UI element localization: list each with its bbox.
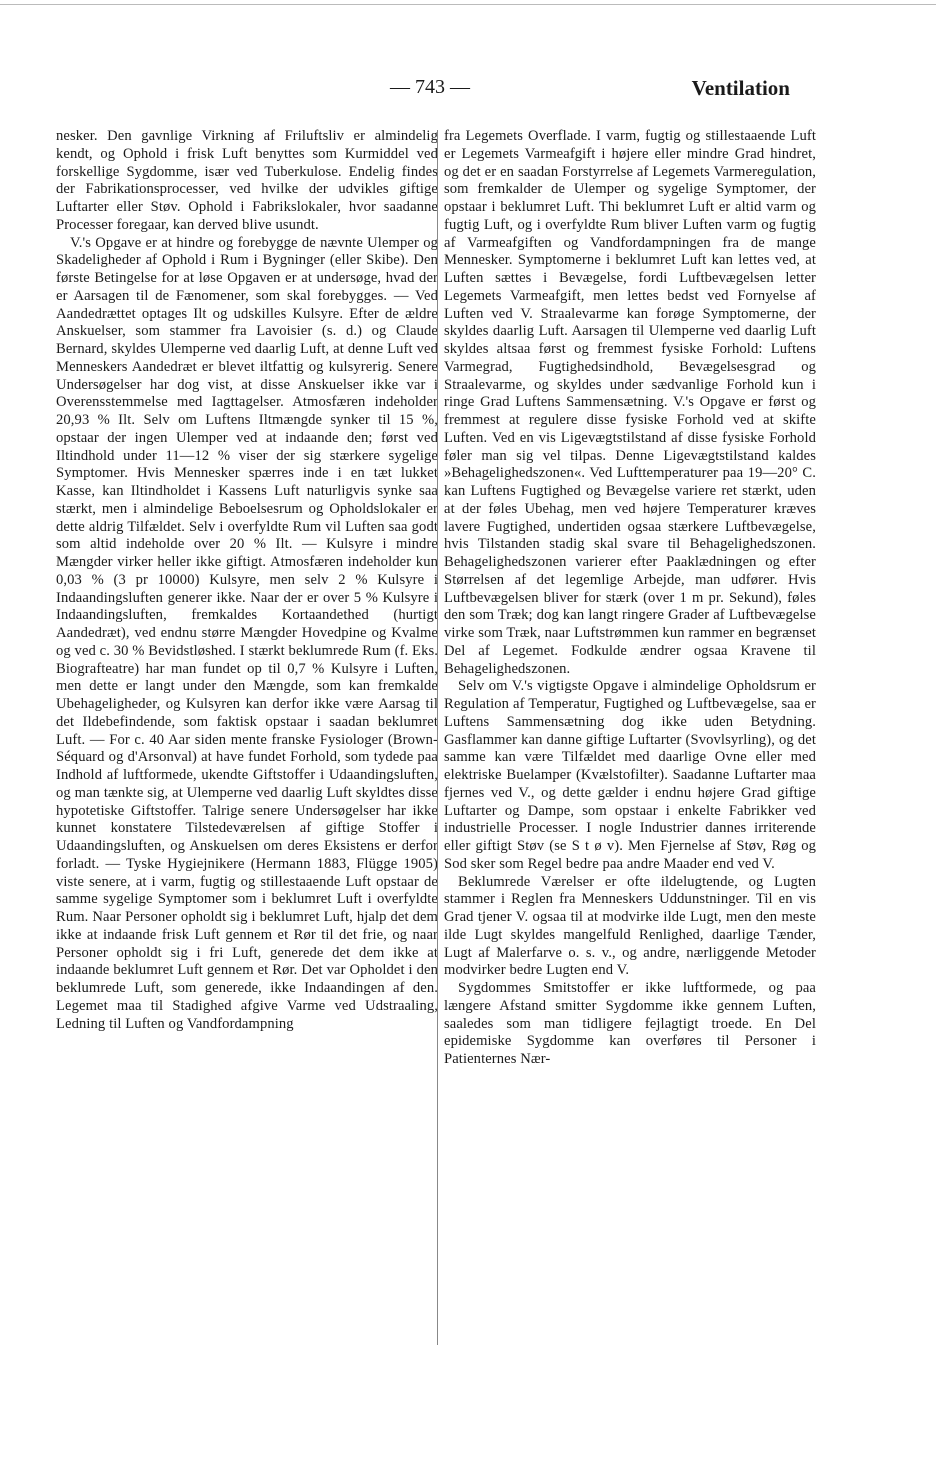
running-head: Ventilation xyxy=(691,76,790,100)
page-header xyxy=(50,76,790,106)
right-column xyxy=(444,128,816,1069)
column-divider xyxy=(437,130,438,1345)
paragraph: nesker. Den gavnlige Virkning af Friluftsliv er almindelig kendt, og Ophold i frisk Luft benyttes som Kurmiddel ved forskellige Sygdomme, især ved Tuberkulose. Endelig findes der Fabrikationsprocesser, ved hvilke der udvikles giftige Luftarter eller Støv. Ophold i Fabrikslokaler, hvor saadanne Processer foregaar, kan derved blive usundt. xyxy=(56,128,438,233)
left-column xyxy=(56,128,438,1033)
paragraph: V.'s Opgave er at hindre og forebygge de nævnte Ulemper og Skadeligheder af Ophold i Rum i Bygninger (eller Skibe). Den første Betingelse for at løse Opgaven er at undersøge, hvad der er Aarsagen til de Fænomener, som skal forebygges. — Ved Aandedrættet optages Ilt og udskilles Kulsyre. Efter de ældre Anskuelser, som stammer fra Lavoisier (s. d.) og Claude Bernard, skyldes Ulemperne ved daarlig Luft, at denne Luft ved Menneskers Aandedræt er blevet iltfattig og kulsyrerig. Senere Undersøgelser har dog vist, at disse Anskuelser ikke var i Overensstemmelse med Iagttagelser. Atmosfæren indeholder 20,93 % Ilt. Selv om Luftens Iltmængde synker til 15 %, opstaar der ingen Ulemper ved at indaande den; først ved Iltindhold under 11—12 % viser der sig stærkere sygelige Symptomer. Hvis Mennesker spærres inde i en tæt lukket Kasse, kan Iltindholdet i Kassens Luft naturligvis synke saa stærkt, men i almindelige Beboelsesrum og Opholdslokaler er dette aldrig Tilfældet. Selv i overfyldte Rum vil Luften saa godt som altid indeholde over 20 % Ilt. — Kulsyre i mindre Mængder virker heller ikke giftigt. Atmosfæren indeholder kun 0,03 % (3 pr 10000) Kulsyre, men selv 2 % Kulsyre i Indaandingsluften generer ikke. Naar der er over 5 % Kulsyre i Indaandingsluften, fremkaldes Kortaandethed (hurtigt Aandedræt), ved endnu større Mængder Hovedpine og Kvalme og ved c. 30 % Bevidstløshed. I stærkt beklumrede Rum (f. Eks. Biografteatre) har man fundet op til 0,7 % Kulsyre i Luften, men dette er langt under den Mængde, som kan fremkalde Ubehageligheder, og Kulsyren kan derfor ikke være Aarsag til det Ildebefindende, som faktisk opstaar i saadan beklumret Luft. — For c. 40 Aar siden mente franske Fysiologer (Brown-Séquard og d'Arsonval) at have fundet Forhold, som tydede paa Indhold af luftformede, ukendte Giftstoffer i Udaandingsluften, og man tænkte sig, at Ulemperne ved daarlig Luft skyldtes disse hypotetiske Giftstoffer. Talrige senere Undersøgelser har ikke kunnet konstatere Tilstedeværelsen af giftige Stoffer i Udaandingsluften, og Anskuelsen om deres Eksistens er derfor forladt. — Tyske Hygiejnikere (Hermann 1883, Flügge 1905) viste senere, at i varm, fugtig og stillestaaende Luft opstaar de samme sygelige Symptomer som i beklumret Luft i overfyldte Rum. Naar Personer opholdt sig i beklumret Luft, hjalp det dem ikke at indaande frisk Luft gennem et Rør til det frie, og naar Personer opholdt sig i fri Luft, generede det dem ikke at indaande beklumret Luft gennem et Rør. Det var Opholdet i den beklumrede Luft, som generede, ikke Indaandingen af den. Legemet maa til Stadighed afgive Varme ved Udstraaling, Ledning til Luften og Vandfordampning xyxy=(56,234,438,1032)
page-number: — 743 — xyxy=(390,76,470,98)
paragraph: fra Legemets Overflade. I varm, fugtig og stillestaaende Luft er Legemets Varmeafgift i højere eller mindre Grad hindret, og det er en saadan Forstyrrelse af Legemets Varmeregulation, som fremkalder de Ulemper og sygelige Symptomer, der opstaar i beklumret Luft. Thi beklumret Luft er altid varm og fugtig Luft, og i overfyldte Rum bliver Luften varm og fugtig af Varmeafgiften og Vandfordampningen fra de mange Mennesker. Symptomerne i beklumret Luft kan lettes ved, at Luften sættes i Bevægelse, fordi Luftbevægelsen letter Legemets Varmeafgift, men lettes bedst ved Fornyelse af Luften ved V. Straalevarme kan forøge Symptomerne, der skyldes daarlig Luft. Aarsagen til Ulemperne ved daarlig Luft skyldes altsaa først og fremmest fysiske Forhold: Luftens Varmegrad, Fugtighedsindhold, Bevægelsesgrad og Straalevarme, og skyldes under sædvanlige Forhold kun i ringe Grad Luftens Sammensætning. V.'s Opgave er først og fremmest at regulere disse fysiske Forhold ved at skifte Luften. Ved en vis Ligevægtstilstand af disse fysiske Forhold føler man sig vel tilpas. Denne Ligevægtstilstand kaldes »Behagelighedszonen«. Ved Lufttemperaturer paa 19—20° C. kan Luftens Fugtighed og Bevægelse variere ret stærkt, uden at der føles Ubehag, men ved højere Temperaturer kræves lavere Fugtighed, undertiden ogsaa stærkere Luftbevægelse, hvis Tilstanden stadig skal svare til Behagelighedszonen. Behagelighedszonen varierer efter Paaklædningen og efter Størrelsen af det legemlige Arbejde, man udfører. Hvis Luftbevægelsen bliver for stærk (over 1 m pr. Sekund), føles den som Træk; dog kan langt ringere Grader af Luftbevægelse virke som Træk, naar Luftstrømmen kun rammer en begrænset Del af Legemet. Fodkulde ændrer ogsaa Kravene til Behagelighedszonen. xyxy=(444,128,816,677)
top-rule xyxy=(0,4,936,5)
paragraph: Selv om V.'s vigtigste Opgave i almindelige Opholdsrum er Regulation af Temperatur, Fugtighed og Luftbevægelse, saa er Luftens Sammensætning dog ikke uden Betydning. Gasflammer kan danne giftige Luftarter (Svovlsyrling), og det samme kan være Tilfældet med daarlige Ovne eller med elektriske Buelamper (Kvælstofilter). Saadanne Luftarter maa fjernes ved V., og dette gælder i endnu højere Grad giftige Luftarter og Dampe, som opstaar i enkelte Fabrikker ved industrielle Processer. I nogle Industrier dannes irriterende eller giftigt Støv (se S t ø v). Men Fjernelse af Støv, Røg og Sod sker som Regel bedre paa andre Maader end ved V. xyxy=(444,678,816,872)
paragraph: Sygdommes Smitstoffer er ikke luftformede, og paa længere Afstand smitter Sygdomme ikke gennem Luften, saaledes som man tidligere fejlagtigt troede. En Del epidemiske Sygdomme kan overføres til Personer i Patienternes Nær- xyxy=(444,980,816,1067)
paragraph: Beklumrede Værelser er ofte ildelugtende, og Lugten stammer i Reglen fra Menneskers Uddunstninger. Til en vis Grad tjener V. ogsaa til at modvirke ilde Lugt, men den meste ilde Lugt skyldes mangelfuld Renlighed, daarlige Tænder, Lugt af Malerfarve o. s. v., og andre, nærliggende Metoder modvirker bedre Lugten end V. xyxy=(444,873,816,979)
